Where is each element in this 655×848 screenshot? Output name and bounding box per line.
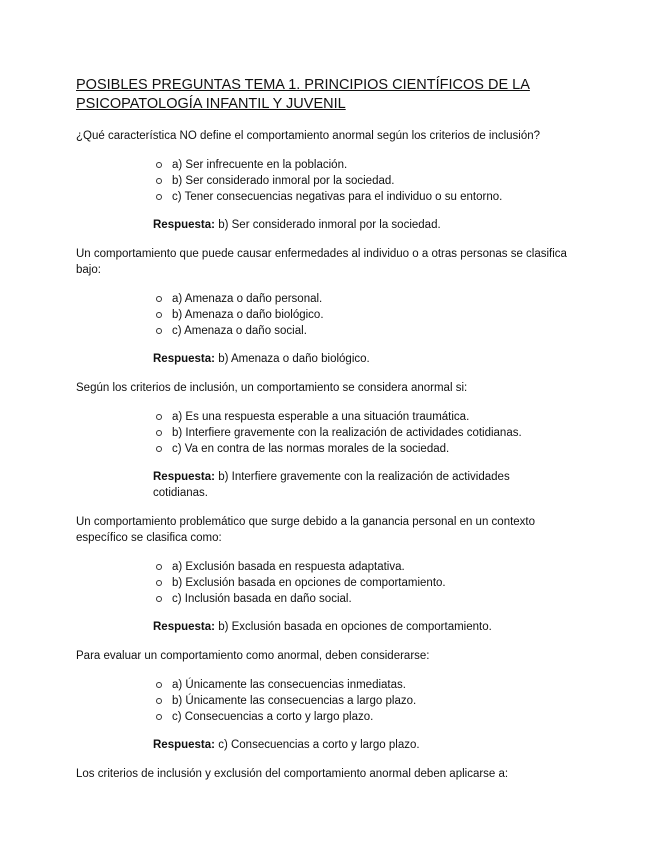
- circle-bullet-icon: [156, 414, 162, 420]
- option-text: a) Exclusión basada en respuesta adaptativa.: [172, 561, 405, 573]
- answer-text: c) Consecuencias a corto y largo plazo.: [218, 739, 420, 751]
- option-item: [153, 425, 576, 441]
- option-item: [153, 189, 576, 205]
- circle-bullet-icon: [156, 312, 162, 318]
- circle-bullet-icon: [156, 194, 162, 200]
- question-3: Según los criterios de inclusión, un comportamiento se considera anormal si:: [76, 382, 468, 394]
- options-list-4: [76, 559, 576, 607]
- answer-label: Respuesta:: [153, 353, 215, 365]
- answer-1: [153, 217, 553, 233]
- options-list-5: [76, 677, 576, 725]
- circle-bullet-icon: [156, 714, 162, 720]
- answer-2: [153, 351, 553, 367]
- option-item: [153, 677, 576, 693]
- circle-bullet-icon: [156, 328, 162, 334]
- option-item: [153, 441, 576, 457]
- document-title: POSIBLES PREGUNTAS TEMA 1. PRINCIPIOS CIENTÍFICOS DE LA PSICOPATOLOGÍA INFANTIL Y JUVENIL: [76, 77, 530, 112]
- options-list-3: [76, 409, 576, 457]
- question-1: ¿Qué característica NO define el comportamiento anormal según los criterios de inclusión?: [76, 130, 541, 142]
- options-list-2: [76, 291, 576, 339]
- circle-bullet-icon: [156, 682, 162, 688]
- answer-label: Respuesta:: [153, 471, 215, 483]
- option-text: c) Inclusión basada en daño social.: [172, 593, 352, 605]
- circle-bullet-icon: [156, 698, 162, 704]
- question-6: Los criterios de inclusión y exclusión del comportamiento anormal deben aplicarse a:: [76, 768, 509, 780]
- option-text: b) Exclusión basada en opciones de comportamiento.: [172, 577, 446, 589]
- circle-bullet-icon: [156, 296, 162, 302]
- answer-label: Respuesta:: [153, 739, 215, 751]
- circle-bullet-icon: [156, 564, 162, 570]
- option-item: [153, 157, 576, 173]
- option-item: [153, 693, 576, 709]
- options-list-1: [76, 157, 576, 205]
- document-page: [76, 76, 576, 795]
- option-item: [153, 591, 576, 607]
- option-text: a) Ser infrecuente en la población.: [172, 159, 348, 171]
- option-item: [153, 409, 576, 425]
- circle-bullet-icon: [156, 446, 162, 452]
- option-text: c) Amenaza o daño social.: [172, 325, 307, 337]
- answer-4: [153, 619, 553, 635]
- option-text: b) Ser considerado inmoral por la sociedad.: [172, 175, 395, 187]
- answer-text: b) Amenaza o daño biológico.: [218, 353, 370, 365]
- option-item: [153, 291, 576, 307]
- option-text: b) Amenaza o daño biológico.: [172, 309, 324, 321]
- answer-text: b) Exclusión basada en opciones de comportamiento.: [218, 621, 492, 633]
- option-item: [153, 709, 576, 725]
- option-item: [153, 575, 576, 591]
- question-5: Para evaluar un comportamiento como anormal, deben considerarse:: [76, 650, 430, 662]
- option-text: b) Únicamente las consecuencias a largo plazo.: [172, 695, 417, 707]
- option-text: b) Interfiere gravemente con la realización de actividades cotidianas.: [172, 427, 522, 439]
- answer-text: b) Ser considerado inmoral por la sociedad.: [218, 219, 441, 231]
- circle-bullet-icon: [156, 162, 162, 168]
- circle-bullet-icon: [156, 580, 162, 586]
- option-text: c) Tener consecuencias negativas para el individuo o su entorno.: [172, 191, 503, 203]
- option-item: [153, 559, 576, 575]
- option-text: c) Consecuencias a corto y largo plazo.: [172, 711, 374, 723]
- option-text: a) Únicamente las consecuencias inmediatas.: [172, 679, 406, 691]
- option-text: a) Amenaza o daño personal.: [172, 293, 323, 305]
- answer-3: [153, 469, 553, 501]
- circle-bullet-icon: [156, 178, 162, 184]
- option-item: [153, 323, 576, 339]
- answer-label: Respuesta:: [153, 621, 215, 633]
- option-item: [153, 307, 576, 323]
- question-4: Un comportamiento problemático que surge debido a la ganancia personal en un contexto específico se clasifica como:: [76, 516, 536, 544]
- option-text: c) Va en contra de las normas morales de la sociedad.: [172, 443, 450, 455]
- circle-bullet-icon: [156, 596, 162, 602]
- answer-label: Respuesta:: [153, 219, 215, 231]
- answer-5: [153, 737, 553, 753]
- answer-text: b) Interfiere gravemente con la realización de actividades cotidianas.: [153, 471, 510, 499]
- option-text: a) Es una respuesta esperable a una situación traumática.: [172, 411, 470, 423]
- circle-bullet-icon: [156, 430, 162, 436]
- option-item: [153, 173, 576, 189]
- question-2: Un comportamiento que puede causar enfermedades al individuo o a otras personas se clasifica bajo:: [76, 248, 567, 276]
